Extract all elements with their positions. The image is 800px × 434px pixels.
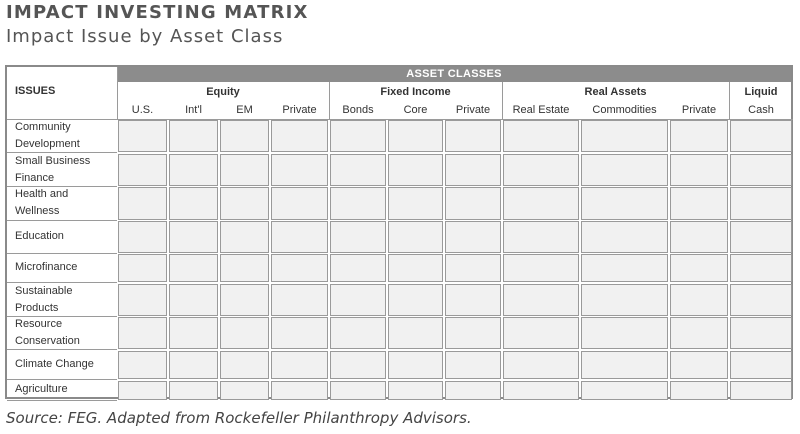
row-divider [7,220,117,221]
issues-header: ISSUES [15,85,56,97]
matrix-cell[interactable] [388,254,443,282]
matrix-cell[interactable] [330,154,386,186]
issue-label-line2: Development [15,138,80,150]
issue-label-line1: Microfinance [15,260,78,273]
column-header: Int'l [185,104,202,116]
row-divider [7,349,117,350]
matrix-cell[interactable] [330,284,386,316]
matrix-cell[interactable] [670,221,728,253]
matrix-cell[interactable] [220,317,269,349]
matrix-cell[interactable] [271,120,328,152]
matrix-cell[interactable] [330,221,386,253]
column-header: Bonds [342,104,374,116]
matrix-cell[interactable] [581,120,668,152]
issue-label [15,228,64,245]
matrix-cell[interactable] [169,187,218,220]
column-header: Real Estate [512,104,570,116]
matrix-cell[interactable] [730,381,792,400]
issue-label-line1: Small Business [15,155,91,167]
matrix-cell[interactable] [730,154,792,186]
matrix-cell[interactable] [503,254,579,282]
matrix-cell[interactable] [271,187,328,220]
asset-classes-label: ASSET CLASSES [406,68,502,80]
matrix-cell[interactable] [388,284,443,316]
group-header-3: Liquid [744,86,778,98]
matrix-cell[interactable] [670,351,728,379]
page-title: IMPACT INVESTING MATRIX [6,2,309,23]
matrix-cell[interactable] [330,351,386,379]
matrix-cell[interactable] [670,187,728,220]
matrix-cell[interactable] [169,154,218,186]
issue-label-line1: Agriculture [15,383,68,395]
matrix-cell[interactable] [220,221,269,253]
matrix-cell[interactable] [271,154,328,186]
matrix-cell[interactable] [730,317,792,349]
matrix-cell[interactable] [169,317,218,349]
issue-label [15,259,77,276]
matrix-cell[interactable] [503,381,579,400]
row-divider [7,379,117,380]
issue-label-line2: Products [15,302,59,314]
matrix-cell[interactable] [670,381,728,400]
row-divider [7,400,117,401]
group-header-2: Real Assets [584,86,647,98]
matrix-cell[interactable] [118,317,167,349]
matrix-cell[interactable] [271,221,328,253]
group-header-1: Fixed Income [380,86,451,98]
matrix-cell[interactable] [118,381,167,400]
column-header: EM [236,104,253,116]
matrix-cell[interactable] [220,187,269,220]
group-header-0: Equity [206,86,240,98]
matrix-cell[interactable] [445,187,501,220]
issue-label-line1: Health and [15,188,69,200]
matrix-cell[interactable] [445,154,501,186]
matrix-cell[interactable] [271,284,328,316]
matrix-cell[interactable] [503,154,579,186]
issue-label [15,283,73,317]
matrix-cell[interactable] [445,351,501,379]
issue-label-line1: Education [15,229,64,242]
asset-classes-band [117,67,791,82]
issue-label [15,153,90,187]
matrix-cell[interactable] [581,351,668,379]
matrix-cell[interactable] [220,254,269,282]
column-header: Core [403,104,428,116]
source-note: Source: FEG. Adapted from Rockefeller Philanthropy Advisors. [6,409,472,427]
matrix-cell[interactable] [118,351,167,379]
issue-label [15,356,94,373]
matrix-cell[interactable] [503,284,579,316]
column-header: Private [681,104,717,116]
matrix-cell[interactable] [581,381,668,400]
matrix-cell[interactable] [271,254,328,282]
matrix-cell[interactable] [220,120,269,152]
matrix-cell[interactable] [503,187,579,220]
issue-label [15,186,68,220]
matrix-cell[interactable] [118,254,167,282]
matrix-cell[interactable] [445,381,501,400]
matrix-cell[interactable] [388,317,443,349]
matrix-cell[interactable] [388,351,443,379]
issues-divider [117,67,118,119]
matrix-cell[interactable] [581,154,668,186]
matrix-cell[interactable] [730,284,792,316]
matrix-cell[interactable] [503,221,579,253]
matrix-cell[interactable] [169,120,218,152]
impact-matrix [5,65,793,399]
matrix-cell[interactable] [445,221,501,253]
matrix-cell[interactable] [445,317,501,349]
matrix-cell[interactable] [220,284,269,316]
matrix-cell[interactable] [169,221,218,253]
column-header: Cash [748,104,774,116]
matrix-cell[interactable] [503,317,579,349]
matrix-cell[interactable] [271,351,328,379]
matrix-cell[interactable] [118,154,167,186]
matrix-cell[interactable] [388,154,443,186]
matrix-cell[interactable] [388,221,443,253]
matrix-cell[interactable] [730,254,792,282]
matrix-cell[interactable] [330,254,386,282]
matrix-cell[interactable] [503,351,579,379]
matrix-cell[interactable] [445,284,501,316]
issue-label [15,316,80,350]
matrix-cell[interactable] [118,221,167,253]
issue-label [15,381,68,398]
matrix-cell[interactable] [169,381,218,400]
matrix-cell[interactable] [670,154,728,186]
matrix-cell[interactable] [670,120,728,152]
matrix-cell[interactable] [220,381,269,400]
matrix-cell[interactable] [169,351,218,379]
matrix-cell[interactable] [220,154,269,186]
matrix-cell[interactable] [220,351,269,379]
matrix-cell[interactable] [271,317,328,349]
matrix-cell[interactable] [730,120,792,152]
matrix-cell[interactable] [670,284,728,316]
matrix-cell[interactable] [118,120,167,152]
column-header: Commodities [592,104,657,116]
matrix-cell[interactable] [730,221,792,253]
issue-label-line2: Finance [15,172,55,184]
page-subtitle: Impact Issue by Asset Class [6,26,284,47]
column-header: Private [282,104,317,116]
matrix-cell[interactable] [388,381,443,400]
issue-label-line2: Conservation [15,335,80,347]
matrix-cell[interactable] [330,120,386,152]
matrix-cell[interactable] [169,284,218,316]
matrix-cell[interactable] [445,120,501,152]
matrix-cell[interactable] [271,381,328,400]
issue-label-line2: Wellness [15,205,60,217]
matrix-cell[interactable] [730,187,792,220]
matrix-cell[interactable] [670,317,728,349]
matrix-cell[interactable] [330,381,386,400]
matrix-cell[interactable] [730,351,792,379]
matrix-cell[interactable] [581,187,668,220]
issue-label-line1: Community [15,121,71,133]
matrix-cell[interactable] [503,120,579,152]
matrix-cell[interactable] [581,284,668,316]
matrix-cell[interactable] [388,120,443,152]
matrix-cell[interactable] [581,317,668,349]
matrix-cell[interactable] [445,254,501,282]
matrix-cell[interactable] [118,187,167,220]
matrix-cell[interactable] [330,187,386,220]
matrix-cell[interactable] [581,254,668,282]
issue-label [15,119,80,153]
matrix-cell[interactable] [581,221,668,253]
issue-label-line1: Climate Change [15,357,94,370]
matrix-cell[interactable] [388,187,443,220]
matrix-cell[interactable] [169,254,218,282]
matrix-cell[interactable] [670,254,728,282]
column-header: U.S. [131,104,154,116]
column-header: Private [455,104,491,116]
matrix-cell[interactable] [118,284,167,316]
issue-label-line1: Sustainable [15,285,73,297]
row-divider [7,253,117,254]
matrix-cell[interactable] [330,317,386,349]
issue-label-line1: Resource [15,318,63,330]
